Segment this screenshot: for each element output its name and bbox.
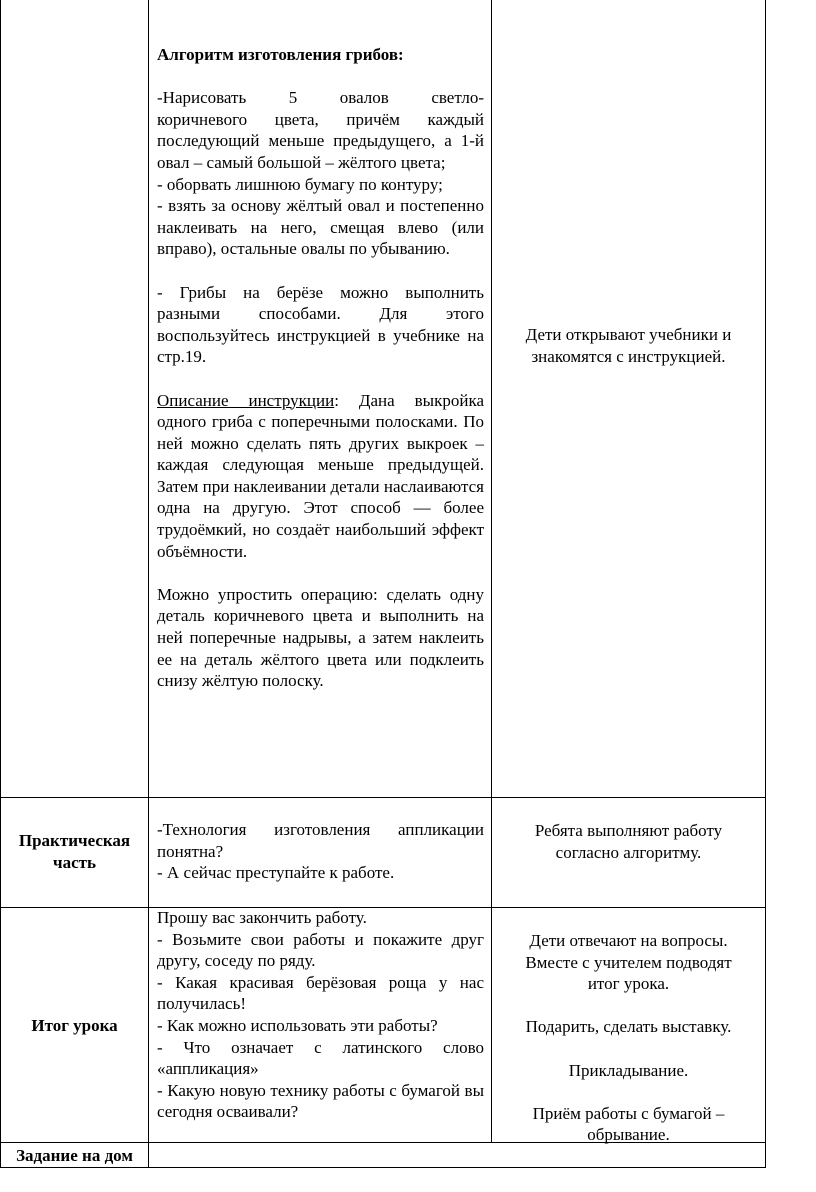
lesson-summary-answer-a1: Дети отвечают на вопросы.: [529, 931, 728, 950]
lesson-summary-answer-d1: Приём работы с бумагой –: [532, 1103, 725, 1123]
lesson-summary-answer-d2: обрывание.: [587, 1125, 670, 1145]
lesson-summary-answer-a2: Вместе с учителем подводят: [525, 952, 732, 972]
row1-activity-line2: знакомятся с инструкцией.: [531, 346, 726, 366]
lesson-summary-line-3: - Какая красивая берёзовая роща у нас получилась!: [157, 972, 484, 1014]
practical-part-question: -Технология изготовления аппликации понятна?: [157, 820, 484, 861]
table-divider-col1: [148, 0, 149, 1168]
algorithm-step-2: - оборвать лишнюю бумагу по контуру;: [157, 174, 443, 194]
simplified-operation-paragraph: Можно упростить операцию: сделать одну деталь коричневого цвета и выполнить на ней поперечные надрывы, а затем наклеить ее на деталь жёлтого цвета или подклеить снизу жёлтую полоску.: [157, 584, 484, 691]
lesson-summary-line-2: - Возьмите свои работы и покажите друг другу, соседу по ряду.: [157, 929, 484, 971]
algorithm-step-1b: коричневого цвета, причём каждый последующий меньше предыдущего, а 1-й овал – самый большой – жёлтого цвета;: [157, 109, 484, 172]
practical-part-instruction: - А сейчас преступайте к работе.: [157, 863, 395, 883]
practical-part-label-line1: Практическая: [18, 831, 131, 850]
lesson-summary-line-6: - Какую новую технику работы с бумагой вы сегодня осваивали?: [157, 1080, 484, 1122]
lesson-summary-line-5: - Что означает с латинского слово «аппликация»: [157, 1037, 484, 1079]
algorithm-step-1a: -Нарисовать 5 овалов светло-: [157, 88, 484, 108]
practical-part-teacher-cell: [157, 819, 484, 884]
table-border-left: [0, 0, 1, 1168]
lesson-summary-label: Итог урока: [31, 1016, 118, 1035]
practical-part-activity-line1: Ребята выполняют работу: [534, 821, 723, 840]
practical-part-label-line2: часть: [53, 853, 96, 872]
alternative-methods-paragraph: - Грибы на берёзе можно выполнить разными способами. Для этого воспользуйтесь инструкцией в учебнике на стр.19.: [157, 282, 484, 367]
lesson-summary-answer-a3: итог урока.: [587, 974, 670, 994]
table-row-divider-1: [0, 797, 766, 798]
algorithm-step-3: - взять за основу жёлтый овал и постепенно наклеивать на него, смещая влево (или вправо), остальные овалы по убыванию.: [157, 196, 484, 259]
lesson-summary-activity-cell: [492, 930, 765, 1146]
lesson-summary-teacher-cell: [157, 907, 484, 1123]
lesson-summary-answer-c1: Прикладывание.: [568, 1060, 689, 1080]
lesson-summary-line-1: Прошу вас закончить работу.: [157, 908, 367, 927]
instruction-description-text: : Дана выкройка одного гриба с поперечными полосками. По ней можно сделать пять других выкроек – каждая следующая меньше предыдущей. Затем при наклеивании детали наслаиваются одна на другую. Этот способ — более трудоёмкий, но создаёт наибольший эффект объёмности.: [157, 390, 484, 561]
practical-part-activity-cell: [492, 820, 765, 863]
lesson-summary-answer-b1: Подарить, сделать выставку.: [525, 1017, 732, 1037]
instruction-description-label: Описание инструкции: [157, 390, 335, 410]
table-border-right: [765, 0, 766, 1168]
practical-part-label: [1, 830, 148, 874]
practical-part-activity-line2: согласно алгоритму.: [555, 842, 702, 862]
row1-activity-line1: Дети открывают учебники и: [525, 325, 732, 344]
instruction-description: [157, 390, 484, 563]
algorithm-heading: Алгоритм изготовления грибов:: [157, 45, 404, 64]
algorithm-cell: [157, 44, 484, 692]
homework-label: Задание на дом: [16, 1146, 133, 1165]
table-border-bottom: [0, 1167, 766, 1168]
row1-activity-cell: [492, 324, 765, 367]
lesson-summary-line-4: - Как можно использовать эти работы?: [157, 1015, 438, 1035]
